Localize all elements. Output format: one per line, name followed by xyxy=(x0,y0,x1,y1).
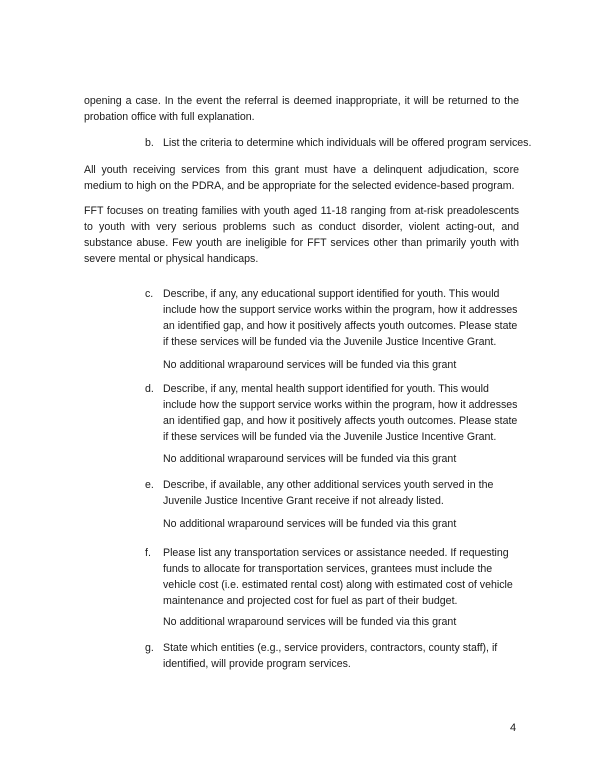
list-item-b xyxy=(145,135,535,151)
intro-paragraph: opening a case. In the event the referral is deemed inappropriate, it will be returned to the probation office with full explanation. xyxy=(84,95,519,123)
list-marker: c. xyxy=(145,288,154,300)
list-item-f xyxy=(145,545,525,609)
list-item-d xyxy=(145,381,525,445)
criteria-paragraph: All youth receiving services from this grant must have a delinquent adjudication, score medium to high on the PDRA, and be appropriate for the selected evidence-based program. xyxy=(84,164,519,192)
answer-d: No additional wraparound services will be funded via this grant xyxy=(163,453,457,465)
list-item-text: State which entities (e.g., service providers, contractors, county staff), if identified, will provide program services. xyxy=(163,642,498,670)
answer-c: No additional wraparound services will be funded via this grant xyxy=(163,359,457,371)
list-marker: d. xyxy=(145,383,154,395)
fft-paragraph: FFT focuses on treating families with youth aged 11-18 ranging from at-risk preadolescents to youth with very serious problems such as conduct disorder, violent acting-out, and substance abuse. Few youth are ineligible for FFT services other than primarily youth with severe mental or physical handicaps. xyxy=(84,205,519,265)
list-item-g xyxy=(145,640,525,672)
list-item-text: Describe, if any, any educational support identified for youth. This would include how the support service works within the program, how it addresses an identified gap, and how it positively affects youth outcomes. Please state if these services will be funded via the Juvenile Justice Incentive Grant. xyxy=(163,288,518,348)
answer-e: No additional wraparound services will be funded via this grant xyxy=(163,518,457,530)
list-marker: g. xyxy=(145,642,154,654)
list-item-text: Describe, if available, any other additional services youth served in the Juvenile Justice Incentive Grant receive if not already listed. xyxy=(163,479,494,507)
answer-f: No additional wraparound services will be funded via this grant xyxy=(163,616,457,628)
list-marker: b. xyxy=(145,137,154,149)
list-item-text: Please list any transportation services or assistance needed. If requesting funds to allocate for transportation services, grantees must include the vehicle cost (i.e. estimated rental cost) along with estimated cost of vehicle maintenance and projected cost for fuel as part of their budget. xyxy=(163,547,513,607)
list-item-text: Describe, if any, mental health support identified for youth. This would include how the support service works within the program, how it addresses an identified gap, and how it positively affects youth outcomes. Please state if these services will be funded via the Juvenile Justice Incentive Grant. xyxy=(163,383,518,443)
list-marker: f. xyxy=(145,547,151,559)
list-item-e xyxy=(145,477,525,509)
list-item-text: List the criteria to determine which individuals will be offered program services. xyxy=(163,137,532,149)
list-item-c xyxy=(145,286,525,350)
page-number: 4 xyxy=(510,722,517,734)
list-marker: e. xyxy=(145,479,154,491)
